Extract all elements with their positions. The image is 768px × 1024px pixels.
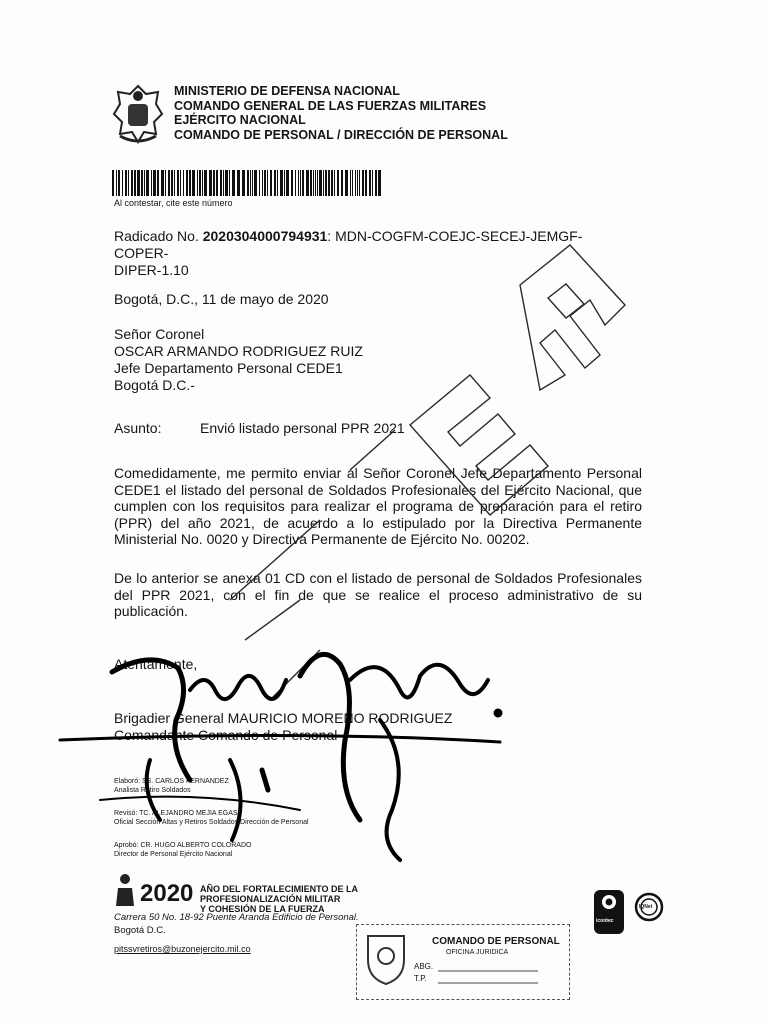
radicado-code-1: : MDN-COGFM-COEJC-SECEJ-JEMGF-COPER-: [114, 228, 583, 261]
footer-motto: [200, 884, 440, 914]
footer-email-link[interactable]: pitssvretiros@buzonejercito.mil.co: [114, 944, 251, 954]
reviso-line-1: Revisó: TC. ALEJANDRO MEJIA EGAS: [114, 810, 238, 817]
footer-year: 2020: [140, 880, 194, 907]
stamp-title: COMANDO DE PERSONAL: [432, 936, 560, 947]
aprobo-line-2: Director de Personal Ejército Nacional: [114, 850, 233, 858]
army-crest-icon: [110, 82, 166, 146]
stamp-subtitle: OFICINA JURIDICA: [446, 949, 509, 956]
elaboro-line-1: Elaboró: SS. CARLOS FERNANDEZ: [114, 778, 229, 785]
recipient-block: [114, 326, 363, 394]
radicado-label: Radicado No.: [114, 228, 199, 244]
icontec-text: icontec: [596, 918, 614, 924]
recipient-salutation: Señor Coronel: [114, 326, 205, 342]
header-line-4: COMANDO DE PERSONAL / DIRECCIÓN DE PERSONAL: [174, 127, 508, 142]
footer-address: Carrera 50 No. 18-92 Puente Aranda Edificio de Personal.: [114, 912, 359, 923]
letter-date: Bogotá, D.C., 11 de mayo de 2020: [114, 291, 329, 307]
subject-label: Asunto:: [114, 420, 162, 436]
body-paragraph-2: De lo anterior se anexa 01 CD con el listado de personal de Soldados Profesionales del PPR 2021, con el fin de que se realice el proceso administrativo de su publicación.: [114, 570, 642, 619]
footer-city: Bogotá D.C.: [114, 925, 166, 936]
aprobo-line-1: Aprobó: CR. HUGO ALBERTO COLORADO: [114, 842, 252, 849]
elaboro-block: [114, 778, 229, 795]
icontec-logo-icon: [592, 888, 626, 936]
closing: Atentamente,: [114, 656, 198, 672]
header-line-3: EJÉRCITO NACIONAL: [174, 113, 306, 127]
aprobo-block: [114, 842, 251, 859]
body-paragraph-1: Comedidamente, me permito enviar al Señor Coronel Jefe Departamento Personal CEDE1 el listado del personal de Soldados Profesionales del Ejército Nacional, que cumplen con los requisitos para realizar el programa de preparación para el retiro (PPR) del año 2021, de acuerdo a lo estipulado por la Directiva Permanente Ministerial No. 0020 y Directiva Permanente de Ejército No. 00202.: [114, 465, 642, 547]
recipient-city: Bogotá D.C.-: [114, 377, 195, 393]
signer-name: Brigadier General MAURICIO MORENO RODRIGUEZ: [114, 710, 453, 726]
reviso-block: [114, 810, 309, 827]
stamp-tp: T.P.: [414, 974, 427, 983]
radicado-line: [114, 228, 634, 279]
iqnet-text: IQNet: [639, 904, 653, 910]
signer-title: Comandante Comando de Personal: [114, 727, 338, 743]
recipient-position: Jefe Departamento Personal CEDE1: [114, 360, 343, 376]
stamp-shield-icon: [364, 930, 408, 986]
header-line-1: MINISTERIO DE DEFENSA NACIONAL: [174, 84, 400, 98]
recipient-name: OSCAR ARMANDO RODRIGUEZ RUIZ: [114, 343, 363, 359]
barcode: [112, 170, 384, 196]
signer-block: [114, 710, 452, 744]
footer-motto-2: Y COHESIÓN DE LA FUERZA: [200, 904, 325, 914]
header-line-2: COMANDO GENERAL DE LAS FUERZAS MILITARES: [174, 98, 487, 113]
barcode-bars: [112, 170, 384, 196]
radicado-code-2: DIPER-1.10: [114, 262, 189, 278]
reviso-line-2: Oficial Sección Altas y Retiros Soldados Dirección de Personal: [114, 818, 309, 826]
radicado-number: 2020304000794931: [202, 228, 328, 244]
stamp-abg: ABG.: [414, 962, 434, 971]
institution-header: [174, 84, 508, 142]
elaboro-line-2: Analista Retiro Soldados: [114, 786, 191, 794]
soldier-icon: [112, 872, 138, 908]
footer-motto-1: AÑO DEL FORTALECIMIENTO DE LA PROFESIONALIZACIÓN MILITAR: [200, 884, 358, 904]
subject-value: Envió listado personal PPR 2021: [200, 420, 405, 436]
handwritten-signature: [60, 654, 502, 860]
barcode-caption: Al contestar, cite este número: [114, 198, 233, 208]
stamp-lines: [438, 966, 538, 986]
